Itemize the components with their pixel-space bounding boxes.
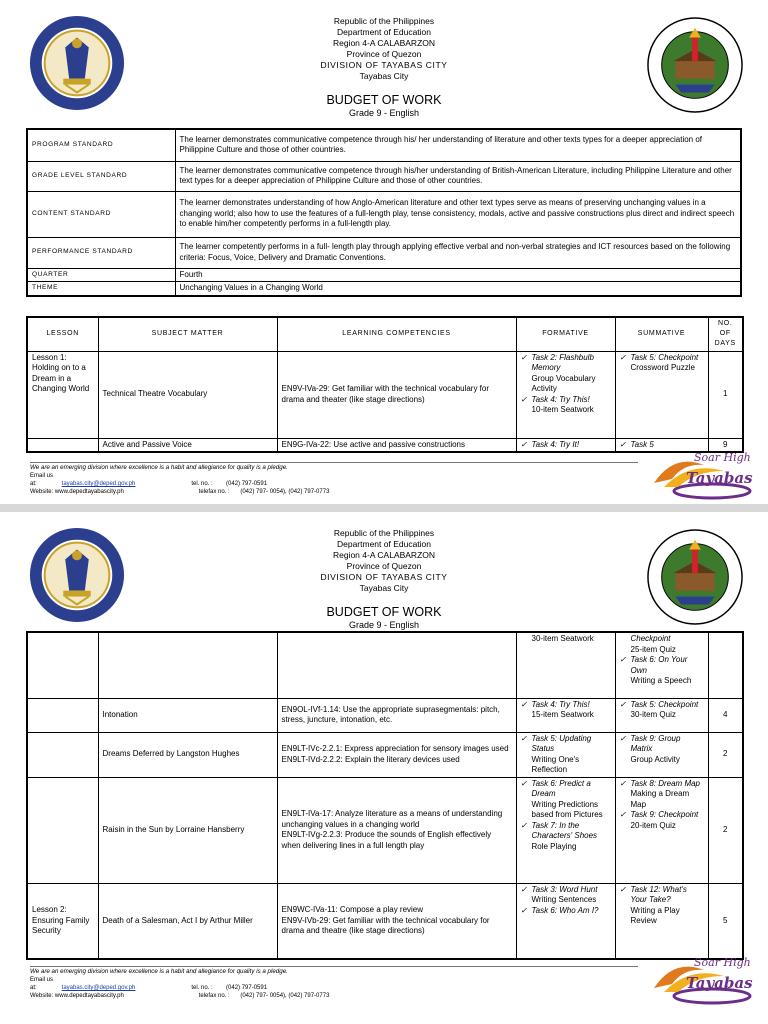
footer-tel: (042) 797-0591 [226,481,268,487]
lesson-cell [27,698,98,732]
days-cell: 2 [708,777,743,883]
table-row [27,698,743,732]
formative-cell [516,632,615,698]
standard-label: CONTENT STANDARD [27,191,175,237]
standard-text: Unchanging Values in a Changing World [175,282,741,296]
page-title: BUDGET OF WORK [326,605,442,619]
summative-item: ✓ Task 5: Checkpoint [620,700,704,711]
soar-high-tayabas-logo-icon [634,948,764,1008]
standard-text: The learner demonstrates communicative competence through his/ her understanding of literature and other texts types for a deeper appreciation of Philippine Culture and those of other countries. [175,129,741,161]
days-cell: 5 [708,883,743,959]
lesson-cell [27,732,98,777]
footer [30,464,329,496]
table-row [27,191,741,237]
footer-website[interactable]: Website: www.depedtayabascity.ph [30,993,124,999]
footer-motto: We are an emerging division where excellence is a habit and allegiance for quality is a pledge. [30,968,288,975]
summative-cell [615,732,708,777]
formative-item: Writing One's Reflection [531,754,580,774]
footer-email-label: Email us at: [30,473,54,487]
standard-text: The learner demonstrates communicative competence through his/her understanding of British-American Literature, including Philippine Literature and other text types for a deeper appreciation of Philippine Culture and those of other countries. [175,161,741,191]
table-row [27,237,741,268]
letterhead-line: Region 4-A CALABARZON [332,550,436,560]
formative-cell [516,698,615,732]
subject-cell: Intonation [98,698,277,732]
lesson-cell [27,438,98,452]
standard-text: The learner demonstrates understanding of how Anglo-American literature and other text types serve as means of preserving unchanging values in a changing world; also how to use the features of a full-length play, tense consistency, modals, active and passive constructions plus direct and indirect speech to enable him/her competently performs in a full-length play. [175,191,741,237]
formative-cell [516,777,615,883]
footer-email-link[interactable]: tayabas.city@deped.gov.ph [61,481,136,487]
formative-item: Writing Predictions based from Pictures [531,799,603,819]
letterhead-line: DIVISION OF TAYABAS CITY [320,60,448,70]
summative-item: ✓ Task 12: What's Your Take? [620,885,704,906]
days-cell: 4 [708,698,743,732]
table-row [27,268,741,282]
page-separator [0,504,768,512]
svg-text:Soar High: Soar High [694,956,751,969]
table-row [27,351,743,438]
column-header: NO. OF DAYS [708,317,743,351]
summative-item: Writing a Speech [630,676,692,685]
lessons-table [26,631,744,960]
column-header: LESSON [27,317,98,351]
footer-tel: (042) 797-0591 [226,985,268,991]
letterhead-line: Region 4-A CALABARZON [332,38,436,48]
footer [30,968,329,1000]
lesson-cell: Lesson 2: Ensuring Family Security [27,883,98,959]
formative-item: ✓ Task 6: Who Am I? [521,906,611,917]
footer-telefax: (042) 797- 0054), (042) 797-0773 [240,489,330,495]
footer-motto: We are an emerging division where excellence is a habit and allegiance for quality is a pledge. [30,464,288,471]
standard-text: The learner competently performs in a full- length play through applying effective verbal and non-verbal strategies and ICT resources based on the following criteria: Focus, Voice, Delivery and Dramatic Conventions. [175,237,741,268]
days-cell: 9 [708,438,743,452]
summative-item: ✓ Task 9: Group Matrix [620,734,704,755]
standard-label: GRADE LEVEL STANDARD [27,161,175,191]
letterhead-line: DIVISION OF TAYABAS CITY [320,572,448,582]
letterhead-line: Tayabas City [359,583,409,593]
svg-text:Tayabas: Tayabas [686,974,753,992]
page-subtitle: Grade 9 - English [348,108,420,118]
lessons-table [26,316,744,453]
page-title: BUDGET OF WORK [326,93,442,107]
summative-item: ✓ Task 6: On Your Own [620,655,704,676]
summative-item: ✓ Task 5 [620,440,704,451]
lesson-cell [27,632,98,698]
svg-text:Soar High: Soar High [694,451,751,464]
subject-cell: Raisin in the Sun by Lorraine Hansberry [98,777,277,883]
lesson-cell: Lesson 1: Holding on to a Dream in a Changing World [27,351,98,438]
subject-cell: Technical Theatre Vocabulary [98,351,277,438]
table-row [27,632,743,698]
footer-telefax: (042) 797- 0054), (042) 797-0773 [240,993,330,999]
competency-cell: EN9LT-IVc-2.2.1: Express appreciation for sensory images used EN9LT-IVd-2.2.2: Explain the literary devices used [277,732,516,777]
column-header: FORMATIVE [516,317,615,351]
summative-cell [615,632,708,698]
formative-item: ✓ Task 4: Try It! [521,440,611,451]
letterhead-line: Department of Education [336,27,432,37]
table-row [27,732,743,777]
svg-text:Tayabas: Tayabas [686,469,753,487]
competency-cell: EN9OL-IVf-1.14: Use the appropriate suprasegmentals: pitch, stress, juncture, intonation, etc. [277,698,516,732]
table-row [27,129,741,161]
letterhead-line: Republic of the Philippines [333,16,435,26]
formative-cell [516,732,615,777]
summative-item: 20-item Quiz [630,820,676,830]
footer-divider [30,966,638,967]
formative-item: ✓ Task 7: In the Characters' Shoes [521,821,611,842]
competency-cell: EN9LT-IVa-17: Analyze literature as a means of understanding unchanging values in a changing world EN9LT-IVg-2.2.3: Produce the sounds of English effectively when delivering lines in a full length play [277,777,516,883]
letterhead-line: Province of Quezon [346,561,422,571]
footer-telefax-label: telefax no. : [198,993,230,999]
subject-cell: Dreams Deferred by Langston Hughes [98,732,277,777]
soar-high-tayabas-logo-icon [634,443,764,503]
subject-cell [98,632,277,698]
formative-item: ✓ Task 6: Predict a Dream [521,779,611,800]
subject-cell: Active and Passive Voice [98,438,277,452]
formative-item: Writing Sentences [531,895,597,904]
summative-cell [615,698,708,732]
lesson-cell [27,777,98,883]
footer-website[interactable]: Website: www.depedtayabascity.ph [30,489,124,495]
table-row [27,161,741,191]
page-1 [0,0,768,504]
table-header-row [27,317,743,351]
formative-item: ✓ Task 5: Updating Status [521,734,611,755]
competency-cell: EN9G-IVa-22: Use active and passive constructions [277,438,516,452]
competency-cell: EN9V-IVa-29: Get familiar with the technical vocabulary for drama and theater (like stage directions) [277,351,516,438]
column-header: SUMMATIVE [615,317,708,351]
formative-item: 30-item Seatwork [531,634,594,643]
summative-item: ✓ Task 9: Checkpoint [620,810,704,821]
table-row [27,777,743,883]
formative-cell [516,351,615,438]
competency-cell: EN9WC-IVa-11: Compose a play review EN9V-IVb-29: Get familiar with the technical vocabulary for drama and theatre (like stage directions) [277,883,516,959]
footer-telefax-label: telefax no. : [198,489,230,495]
standard-label: PROGRAM STANDARD [27,129,175,161]
standard-label: THEME [27,282,175,296]
formative-item: 10-item Seatwork [531,405,594,414]
footer-email-link[interactable]: tayabas.city@deped.gov.ph [61,985,136,991]
footer-tel-label: tel. no. : [191,985,213,991]
formative-item: ✓ Task 4: Try This! [521,700,611,711]
letterhead-line: Province of Quezon [346,49,422,59]
formative-item: ✓ Task 3: Word Hunt [521,885,611,896]
footer-tel-label: tel. no. : [191,481,213,487]
formative-item: Group Vocabulary Activity [531,373,596,393]
footer-email-label: Email us at: [30,977,54,991]
standard-label: QUARTER [27,268,175,282]
standard-text: Fourth [175,268,741,282]
days-cell: 1 [708,351,743,438]
letterhead [0,16,768,82]
page-2 [0,512,768,1016]
days-cell [708,632,743,698]
letterhead-line: Tayabas City [359,71,409,81]
letterhead-line: Department of Education [336,539,432,549]
summative-item: ✓ Task 5: Checkpoint [620,353,704,364]
page-subtitle: Grade 9 - English [348,620,420,630]
column-header: LEARNING COMPETENCIES [277,317,516,351]
summative-item: Making a Dream Map [630,789,690,809]
summative-item: Group Activity [630,754,680,764]
summative-item: Checkpoint [630,634,671,643]
summative-item: ✓ Task 8: Dream Map [620,779,704,790]
summative-item: Crossword Puzzle [630,363,695,372]
formative-item: ✓ Task 2: Flashbulb Memory [521,353,611,374]
competency-cell [277,632,516,698]
formative-item: 15-item Seatwork [531,710,594,719]
summative-item: 25-item Quiz [630,644,676,654]
formative-item: ✓ Task 4: Try This! [521,395,611,406]
standard-label: PERFORMANCE STANDARD [27,237,175,268]
column-header: SUBJECT MATTER [98,317,277,351]
letterhead-line: Republic of the Philippines [333,528,435,538]
formative-cell [516,883,615,959]
summative-item: Writing a Play Review [630,905,680,925]
footer-divider [30,462,638,463]
standards-table [26,128,742,297]
summative-cell [615,777,708,883]
summative-item: 30-item Quiz [630,710,676,719]
subject-cell: Death of a Salesman, Act I by Arthur Miller [98,883,277,959]
letterhead [0,528,768,594]
days-cell: 2 [708,732,743,777]
formative-cell [516,438,615,452]
formative-item: Role Playing [531,841,577,851]
summative-cell [615,351,708,438]
table-row [27,282,741,296]
